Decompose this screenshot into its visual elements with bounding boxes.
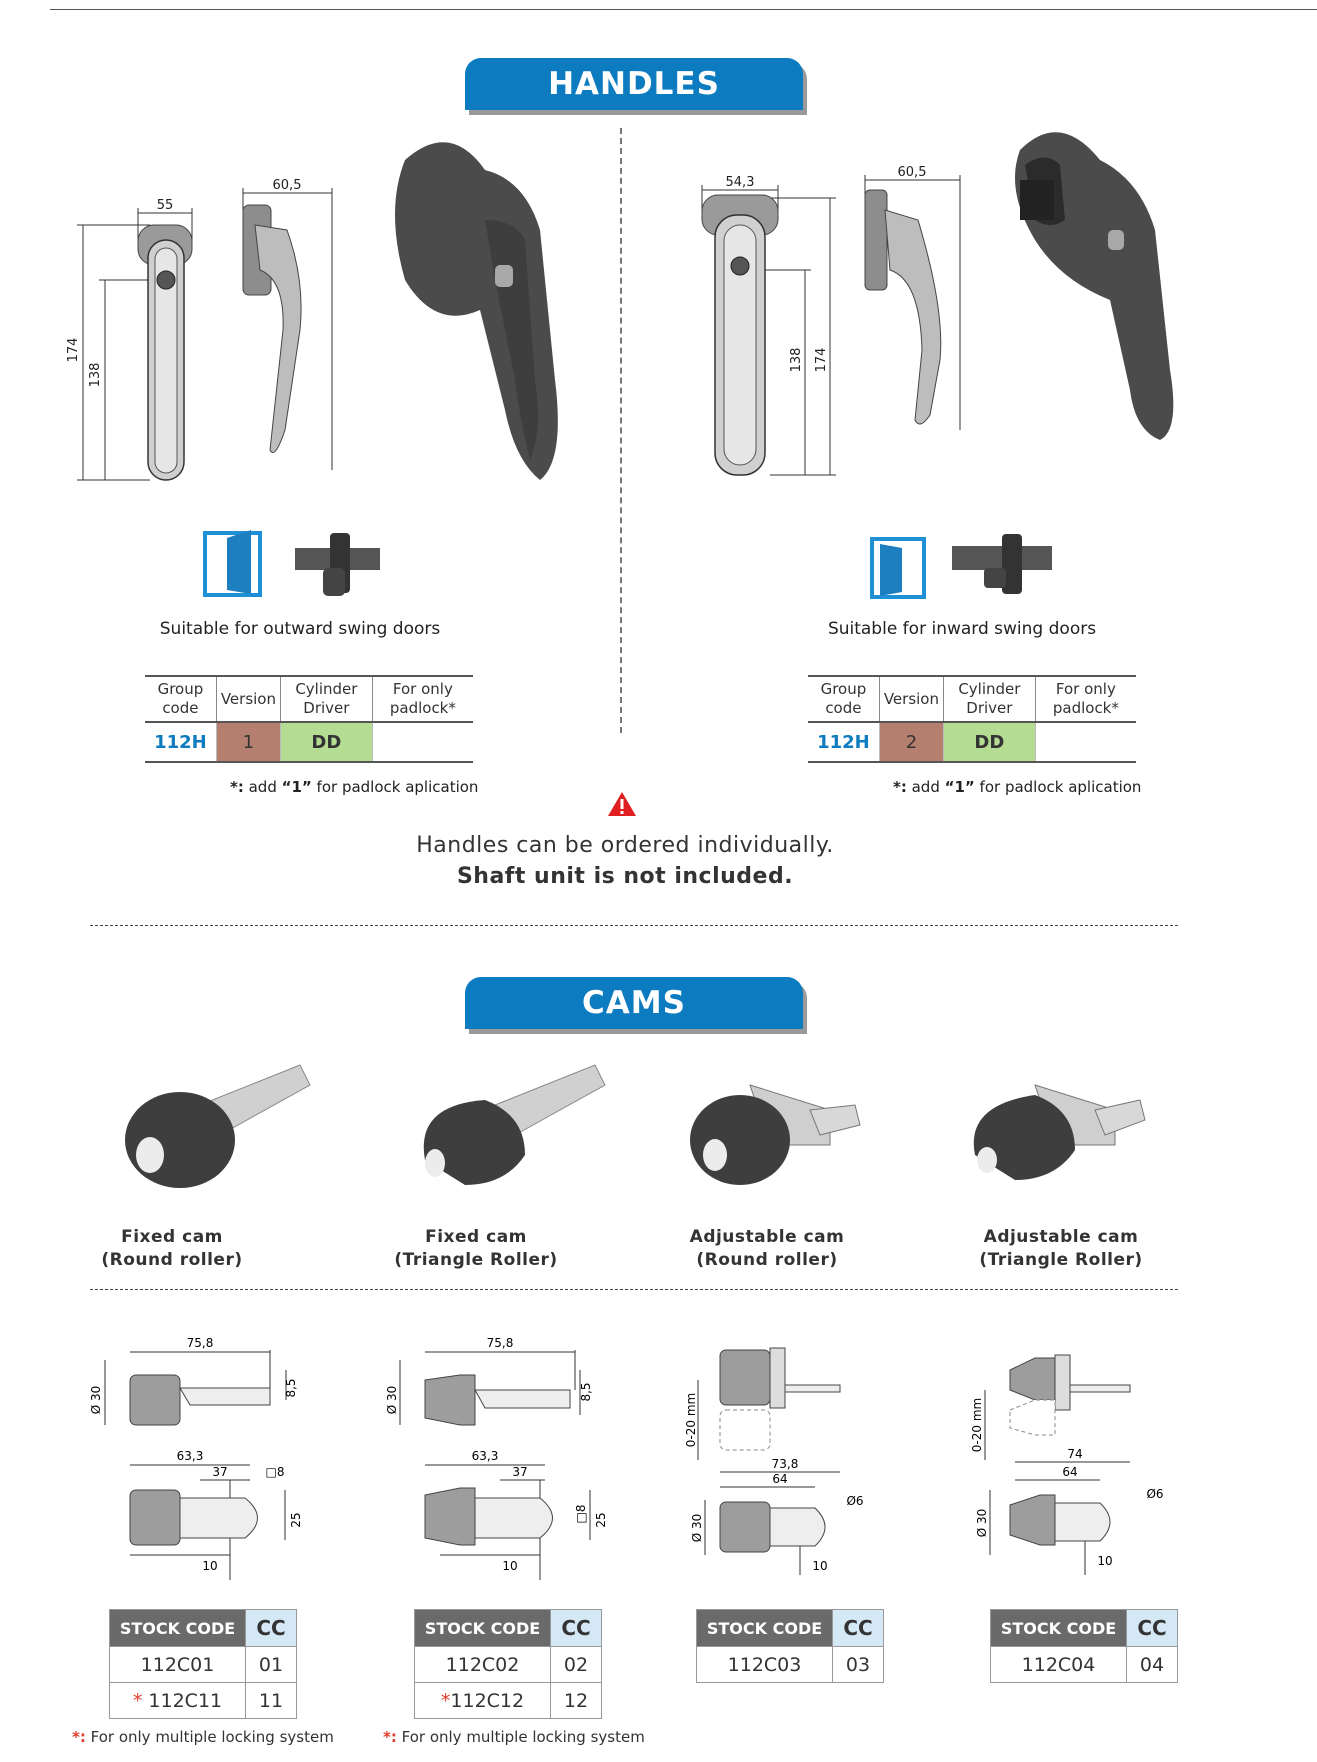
dim-value: 25 <box>289 1512 303 1528</box>
dim-value: 73,8 <box>771 1457 799 1471</box>
cell-version: 1 <box>216 722 280 762</box>
note-text: for padlock aplication <box>974 778 1142 796</box>
dim-60-5: 60,5 <box>272 178 302 193</box>
dim-138: 138 <box>789 347 804 373</box>
cc-cell: 02 <box>551 1647 602 1683</box>
padlock-note-inward <box>893 778 1141 796</box>
footnote-text: For only multiple locking system <box>396 1728 645 1746</box>
note-star: *: <box>893 778 907 796</box>
cam-caption-1 <box>82 1226 262 1272</box>
dim-value: 74 <box>1067 1447 1083 1461</box>
stock-code-cell: 112C01 <box>110 1647 246 1683</box>
stock-code-header: STOCK CODE <box>991 1610 1127 1647</box>
dim-value: Ø6 <box>1146 1487 1164 1501</box>
dim-value: Ø6 <box>846 1494 864 1508</box>
dim-value: 64 <box>1062 1465 1078 1479</box>
dim-value: 37 <box>512 1465 528 1479</box>
cell-group-code: 112H <box>154 731 207 753</box>
dim-value: 10 <box>812 1559 828 1573</box>
cc-header: CC <box>551 1610 602 1647</box>
cam-sub: (Triangle Roller) <box>979 1250 1143 1270</box>
dim-value: 10 <box>202 1559 218 1573</box>
dim-value: 10 <box>502 1559 518 1573</box>
dim-value: 75,8 <box>486 1336 514 1350</box>
dim-value: 64 <box>772 1472 788 1486</box>
dim-138: 138 <box>88 362 103 388</box>
dim-value: 63,3 <box>176 1449 204 1463</box>
section-divider <box>90 925 1178 926</box>
footnote-star: *: <box>383 1728 397 1746</box>
dim-value: 75,8 <box>186 1336 214 1350</box>
cams-title: CAMS <box>582 985 686 1021</box>
cams-banner <box>465 977 803 1029</box>
stock-code-cell: 112C04 <box>991 1647 1127 1683</box>
dim-174: 174 <box>814 347 829 373</box>
cam-sub: (Triangle Roller) <box>394 1250 558 1270</box>
note-mid: add <box>243 778 282 796</box>
cell-group-code: 112H <box>817 731 870 753</box>
handles-divider <box>620 128 622 733</box>
cc-cell: 04 <box>1127 1647 1178 1683</box>
stock-table-1 <box>109 1609 297 1719</box>
cam-render-fixed-triangle <box>424 1065 605 1185</box>
dim-value: Ø 30 <box>690 1513 704 1543</box>
dim-value: 25 <box>594 1512 608 1528</box>
cams-divider <box>90 1289 1178 1290</box>
cam-render-fixed-round <box>125 1065 310 1188</box>
footnote-2 <box>383 1728 645 1746</box>
col-version: Version <box>216 676 280 722</box>
col-group-code: Group code <box>157 680 204 717</box>
padlock-note-outward <box>230 778 478 796</box>
spec-table-inward <box>808 675 1136 763</box>
dim-value: 10 <box>1097 1554 1113 1568</box>
cell-version: 2 <box>879 722 943 762</box>
note-text: for padlock aplication <box>311 778 479 796</box>
cc-cell: 03 <box>833 1647 884 1683</box>
cell-cylinder-driver: DD <box>944 722 1036 762</box>
warning-line-1: Handles can be ordered individually. <box>416 833 834 858</box>
dim-value: 37 <box>212 1465 228 1479</box>
handles-title: HANDLES <box>548 66 720 102</box>
note-value: “1” <box>281 778 312 796</box>
stock-code-cell: 112C03 <box>697 1647 833 1683</box>
dim-value: Ø 30 <box>385 1385 399 1415</box>
warning-line-2: Shaft unit is not included. <box>456 864 794 889</box>
cc-header: CC <box>833 1610 884 1647</box>
inward-caption: Suitable for inward swing doors <box>827 619 1097 639</box>
star-marker: * <box>440 1689 451 1712</box>
cell-padlock <box>1035 722 1136 762</box>
cc-header: CC <box>246 1610 297 1647</box>
note-star: *: <box>230 778 244 796</box>
cam-name: Adjustable cam <box>983 1227 1139 1247</box>
cam-name: Fixed cam <box>425 1227 527 1247</box>
cc-cell: 01 <box>246 1647 297 1683</box>
col-group-code: Group code <box>820 680 867 717</box>
footnote-1 <box>72 1728 334 1746</box>
dim-55: 55 <box>156 198 174 213</box>
col-padlock: For only padlock* <box>1035 676 1136 722</box>
dim-value: Ø 30 <box>975 1508 989 1538</box>
cc-cell: 11 <box>246 1683 297 1719</box>
dim-value: □8 <box>265 1465 285 1479</box>
cam-renders <box>110 1055 1210 1205</box>
spec-table-outward <box>145 675 473 763</box>
cc-header: CC <box>1127 1610 1178 1647</box>
cam-caption-2 <box>386 1226 566 1272</box>
star-marker: * <box>132 1689 143 1712</box>
stock-code-cell: * 112C11 <box>110 1683 246 1719</box>
dim-174: 174 <box>66 337 81 363</box>
cam-render-adjustable-round <box>690 1085 860 1185</box>
outward-door-icon <box>205 528 385 600</box>
stock-table-2 <box>414 1609 602 1719</box>
dim-60-5: 60,5 <box>897 165 927 180</box>
stock-code-cell: 112C02 <box>415 1647 551 1683</box>
dim-value: 8,5 <box>284 1378 298 1398</box>
cam-name: Adjustable cam <box>689 1227 845 1247</box>
col-cylinder-driver: Cylinder Driver <box>281 676 373 722</box>
note-mid: add <box>906 778 945 796</box>
cc-cell: 12 <box>551 1683 602 1719</box>
handle-drawing-outward <box>55 130 615 510</box>
footnote-text: For only multiple locking system <box>85 1728 334 1746</box>
dim-value: 0-20 mm <box>684 1392 698 1448</box>
inward-door-icon <box>872 534 1062 606</box>
dim-value: □8 <box>574 1504 588 1524</box>
cam-caption-4 <box>961 1226 1161 1272</box>
warning-icon <box>607 791 637 817</box>
cam-drawing-3 <box>680 1330 910 1590</box>
stock-table-4 <box>990 1609 1178 1683</box>
top-rule <box>50 9 1317 10</box>
note-value: “1” <box>944 778 975 796</box>
cam-drawing-4 <box>965 1330 1195 1590</box>
stock-code-header: STOCK CODE <box>697 1610 833 1647</box>
stock-code-cell: *112C12 <box>415 1683 551 1719</box>
cam-sub: (Round roller) <box>696 1250 838 1270</box>
dim-value: 8,5 <box>579 1382 593 1402</box>
cell-padlock <box>372 722 473 762</box>
stock-table-3 <box>696 1609 884 1683</box>
dim-54-3: 54,3 <box>725 175 755 190</box>
cam-render-adjustable-triangle <box>974 1085 1145 1180</box>
handles-banner <box>465 58 803 110</box>
cam-drawing-1 <box>80 1330 330 1590</box>
dim-value: 63,3 <box>471 1449 499 1463</box>
cam-name: Fixed cam <box>121 1227 223 1247</box>
stock-code-header: STOCK CODE <box>415 1610 551 1647</box>
outward-caption: Suitable for outward swing doors <box>159 619 441 639</box>
cell-cylinder-driver: DD <box>281 722 373 762</box>
dim-value: 0-20 mm <box>970 1397 984 1453</box>
stock-code-header: STOCK CODE <box>110 1610 246 1647</box>
cam-sub: (Round roller) <box>101 1250 243 1270</box>
col-version: Version <box>879 676 943 722</box>
col-cylinder-driver: Cylinder Driver <box>944 676 1036 722</box>
footnote-star: *: <box>72 1728 86 1746</box>
col-padlock: For only padlock* <box>372 676 473 722</box>
cam-caption-3 <box>667 1226 867 1272</box>
handle-drawing-inward <box>690 130 1220 510</box>
dim-value: Ø 30 <box>89 1385 103 1415</box>
cam-drawing-2 <box>385 1330 640 1590</box>
